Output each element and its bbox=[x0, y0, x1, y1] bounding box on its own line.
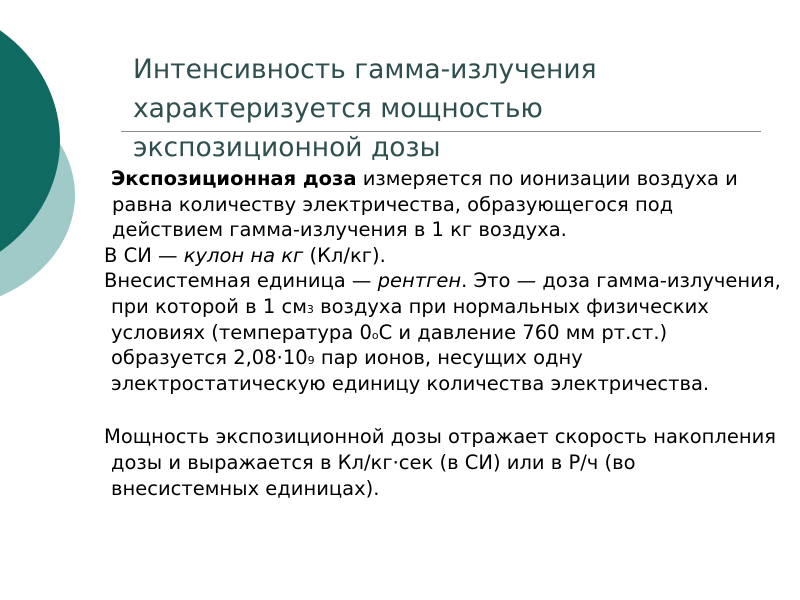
title-line-2: характеризуется мощностью bbox=[133, 93, 543, 124]
roentgen-text-4: пар ионов, несущих одну электростатическую единицу количества электричества. bbox=[111, 346, 710, 395]
roentgen-text-3: С и давление 760 мм рт.ст.) образуется 2,08·10 bbox=[111, 320, 668, 370]
roentgen-prefix: Внесистемная единица — bbox=[104, 269, 378, 293]
paragraph-roentgen bbox=[103, 268, 783, 396]
slide-title bbox=[133, 50, 773, 167]
title-line-1: Интенсивность гамма-излучения bbox=[133, 54, 597, 85]
paragraph-spacer bbox=[103, 396, 783, 424]
title-divider bbox=[121, 131, 761, 132]
superscript-exponent: 9 bbox=[307, 354, 315, 368]
term-exposure-dose: Экспозиционная доза bbox=[111, 167, 357, 190]
slide-body bbox=[103, 166, 783, 501]
si-unit-suffix: (Кл/кг). bbox=[303, 243, 386, 267]
dose-rate-text: Мощность экспозиционной дозы отражает скорость накопления дозы и выражается в Кл/кг·сек (в СИ) или в Р/ч (во внесистемных единицах). bbox=[104, 425, 777, 500]
superscript-degree: о bbox=[371, 328, 379, 342]
title-line-3: экспозиционной дозы bbox=[133, 132, 441, 163]
paragraph-dose-rate bbox=[103, 424, 783, 501]
paragraph-exposure-dose bbox=[103, 166, 783, 243]
paragraph-si-unit bbox=[103, 243, 783, 269]
roentgen-text-2: воздуха при нормальных физических условиях (температура 0 bbox=[111, 294, 709, 344]
superscript-cubic: 3 bbox=[306, 302, 314, 316]
roentgen-unit-name: рентген bbox=[377, 269, 462, 293]
si-unit-name: кулон на кг bbox=[183, 243, 304, 267]
exposure-dose-definition: измеряется по ионизации воздуха и равна количеству электричества, образующегося под действием гамма-излучения в 1 кг воздуха. bbox=[112, 167, 738, 242]
si-unit-prefix: В СИ — bbox=[104, 243, 184, 267]
roentgen-text-1: . Это — доза гамма-излучения, при которой в 1 см bbox=[111, 269, 781, 318]
